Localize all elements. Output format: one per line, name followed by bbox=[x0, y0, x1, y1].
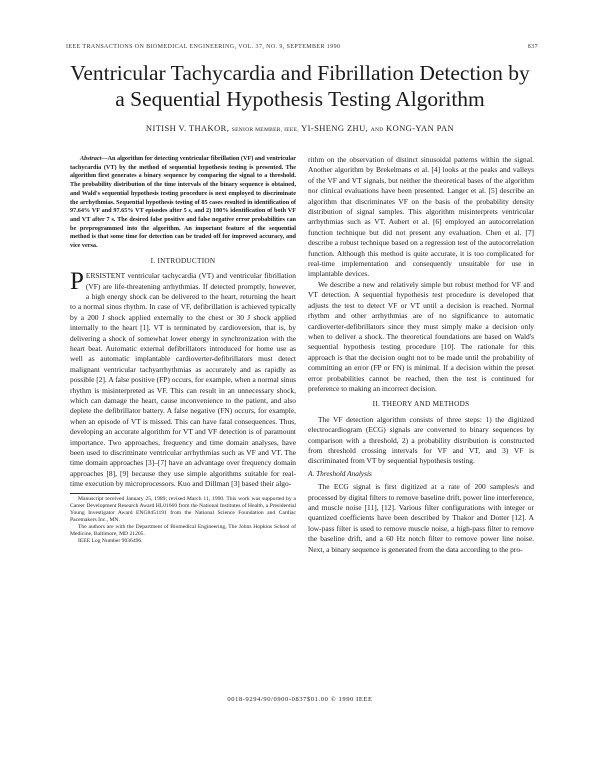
abstract bbox=[70, 155, 296, 251]
introduction-text: ERSISTENT ventricular tachycardia (VT) and ventricular fibrillation (VF) are life-threatening arrhythmias. If detected promptly, however, a high energy shock can be delivered to the heart, returning the heart to a normal sinus rhythm. In case of VF, defibrillation is achieved typically by a 200 J shock applied externally to the chest or 30 J shock applied internally to the heart [1]. VT is terminated by cardioversion, that is, by delivering a shock of somewhat lower energy in synchronization with the heart beat. Automatic external defibrillators introduced for home use as well as automatic implantable cardioverter-defibrillators must detect malignant ventricular tachyarrhythmias as accurately and as rapidly as possible [2]. A false positive (FP) occurs, for example, when a normal sinus rhythm is misinterpreted as VF. This can result in an unnecessary shock, which can damage the heart, cause inconvenience to the patient, and also deplete the defibrillator battery. A false negative (FN) occurs, for example, when an episode of VT is missed. This can have fatal consequences. Thus, developing an accurate algorithm for VT and VF detection is of paramount importance. Two approaches, frequency and time domain analyses, have been used to discriminate ventricular arrhythmias such as VF and VT. The time domain approaches [3]–[7] have an advantage over frequency domain approaches [8], [9] because they use simple algorithms suitable for real-time execution by microprocessors. Kuo and Dillman [3] based their algo- bbox=[70, 271, 296, 489]
author-3: KONG-YAN PAN bbox=[386, 123, 455, 133]
footnotes bbox=[70, 496, 296, 545]
footnote-log-number: IEEE Log Number 9036496. bbox=[78, 537, 143, 544]
intro-continuation-paragraph: rithm on the observation of distinct sinusoidal patterns within the signal. Another algorithm by Brekelmans et al. [4] looks at the peaks and valleys of the VF and VT signals, but neither the theoretical bases of the algorithm nor clinical evaluations have been presented. Langer et al. [5] describe an algorithm that discriminates VF on the basis of the probability density distribution of signal samples. This algorithm misinterprets ventricular arrhythmias such as VT. Aubert et al. [6] employed an autocorrelation function technique but did not present any evaluation. Chen et al. [7] describe a robust technique based on a regression test of the autocorrelation function. Although this method is quite accurate, it is too complicated for real-time implementation and consequently unsuitable for use in implantable devices. bbox=[308, 155, 534, 279]
author-conjunction: AND bbox=[370, 127, 384, 133]
drop-cap: P bbox=[70, 268, 84, 296]
subsection-heading-threshold: A. Threshold Analysis bbox=[308, 468, 372, 478]
theory-paragraph: The VF detection algorithm consists of three steps: 1) the digitized electrocardiogram (ECG) signals are converted to binary sequences by comparison with a threshold, 2) a probability distribution is constructed from threshold crossing intervals for VF and VT, and 3) VF is discriminated from VT by sequential hypothesis testing. bbox=[308, 414, 534, 466]
left-column bbox=[70, 155, 296, 545]
journal-citation: IEEE TRANSACTIONS ON BIOMEDICAL ENGINEERING, VOL. 37, NO. 9, SEPTEMBER 1990 bbox=[66, 44, 341, 50]
paper-title bbox=[40, 60, 560, 112]
author-2: YI-SHENG ZHU, bbox=[301, 123, 369, 133]
footnote-affiliation: The authors are with the Department of Biomedical Engineering, The Johns Hopkins School of Medicine, Baltimore, MD 21205. bbox=[70, 523, 296, 537]
copyright-footer: 0018-9294/90/0900-0837$01.00 © 1990 IEEE bbox=[227, 696, 373, 703]
right-column bbox=[308, 155, 534, 555]
author-line bbox=[40, 123, 560, 133]
threshold-paragraph: The ECG signal is first digitized at a rate of 200 samples/s and processed by digital filters to remove baseline drift, power line interference, and muscle noise [11], [12]. Various filter configurations with integer or quantized coefficients have been described by Thakor and Dotter [12]. A low-pass filter is used to remove muscle noise, a high-pass filter to remove the baseline drift, and a 60 Hz notch filter to remove power line noise. Next, a binary sequence is generated from the data according to the pro- bbox=[308, 482, 534, 554]
footnote-manuscript: Manuscript received January 25, 1989; revised March 11, 1990. This work was supported by a Career Development Research Award HL01660 from the National Institutes of Health, a Presidential Young Investigator Award ENG8451191 from the National Science Foundation and Cardiac Pacemakers Inc., MN. bbox=[70, 495, 296, 523]
method-overview-paragraph: We describe a new and relatively simple but robust method for VF and VT detection. A sequential hypothesis test procedure is developed that adjusts the test to detect VF or VT until a decision is reached. Normal rhythm and other arrhythmias are of no significance to automatic cardioverter-defibrillators since they must simply make a decision only when to deliver a shock. The theoretical foundations are based on Wald's sequential hypothesis testing procedure [10]. The rationale for this approach is that the decision ought not to be made until the probability of committing an error (FP or FN) is minimal. If a decision within the preset error probabilities cannot be reached, then the test is continued for preference to making an incorrect decision. bbox=[308, 279, 534, 393]
abstract-text: An algorithm for detecting ventricular fibrillation (VF) and ventricular tachycardia (VT) by the method of sequential hypothesis testing is presented. The algorithm first generates a binary sequence by comparing the signal to a threshold. The probability distribution of the time intervals of the binary sequence is obtained, and Wald's sequential hypothesis testing procedure is next employed to discriminate the arrhythmias. Sequential hypothesis testing of 85 cases resulted in identification of 97.64% VF and 97.65% VT episodes after 5 s, and 2) 100% identification of both VF and VT after 7 s. The desired false positive and false negative error probabilities can be preprogrammed into the algorithm. An important feature of the sequential method is that some time for detection can be traded off for improved accuracy, and vice versa. bbox=[70, 155, 296, 250]
running-header bbox=[66, 44, 538, 50]
section-heading-theory: II. THEORY AND METHODS bbox=[372, 400, 470, 409]
title-line-1: Ventricular Tachycardia and Fibrillation Detection by bbox=[70, 61, 530, 85]
abstract-label: Abstract— bbox=[80, 155, 108, 162]
introduction-paragraph bbox=[70, 268, 296, 490]
author-1: NITISH V. THAKOR, bbox=[145, 123, 230, 133]
footnote-divider bbox=[70, 493, 120, 494]
page-number: 837 bbox=[527, 44, 538, 50]
title-line-2: a Sequential Hypothesis Testing Algorithm bbox=[115, 87, 485, 111]
author-1-role: SENIOR MEMBER, IEEE, bbox=[231, 127, 299, 133]
section-heading-introduction: I. INTRODUCTION bbox=[150, 256, 216, 265]
